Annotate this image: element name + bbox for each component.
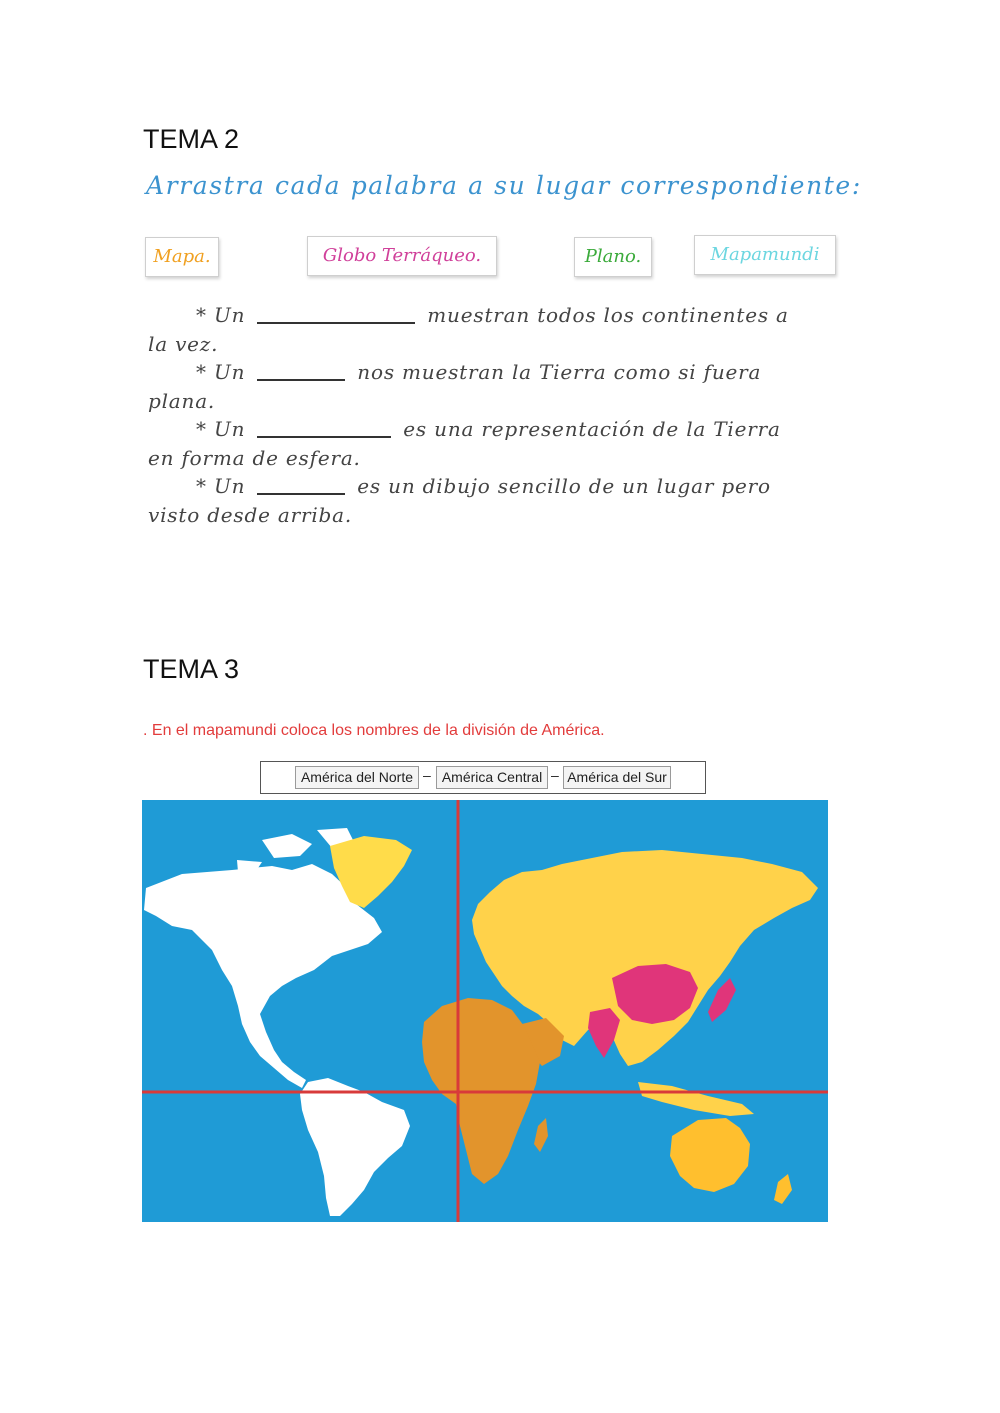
tema2-heading: TEMA 2 <box>143 124 240 154</box>
blank-4[interactable] <box>257 477 345 495</box>
sentence-2-text: nos muestran la Tierra como si fuera <box>357 360 762 384</box>
sentence-2 <box>148 358 838 416</box>
word-bank <box>260 761 706 794</box>
sentence-4-text: es un dibujo sencillo de un lugar pero <box>357 474 771 498</box>
separator-2: – <box>551 767 559 783</box>
blank-3[interactable] <box>257 420 391 438</box>
sentence-2-prefix: * Un <box>196 360 246 384</box>
word-chip-america-central[interactable]: América Central <box>436 766 548 789</box>
word-chip-mapamundi[interactable]: Mapamundi <box>694 235 836 275</box>
sentence-3-prefix: * Un <box>196 417 246 441</box>
sentence-1-text: muestran todos los continentes a <box>427 303 789 327</box>
sentence-1 <box>148 301 838 359</box>
blank-2[interactable] <box>257 363 345 381</box>
blank-1[interactable] <box>257 306 415 324</box>
word-chip-america-del-sur[interactable]: América del Sur <box>563 766 671 789</box>
word-chip-mapa[interactable]: Mapa. <box>145 237 219 277</box>
sentence-2-continuation: plana. <box>148 389 216 413</box>
sentence-4 <box>148 472 838 530</box>
sentence-1-continuation: la vez. <box>148 332 219 356</box>
word-chip-america-del-norte[interactable]: América del Norte <box>295 766 419 789</box>
word-chip-plano[interactable]: Plano. <box>574 237 652 277</box>
sentence-4-continuation: visto desde arriba. <box>148 503 353 527</box>
separator-1: – <box>423 767 431 783</box>
sentence-3 <box>148 415 838 473</box>
sentence-1-prefix: * Un <box>196 303 246 327</box>
world-map <box>142 800 828 1222</box>
sentence-3-text: es una representación de la Tierra <box>403 417 781 441</box>
sentence-4-prefix: * Un <box>196 474 246 498</box>
tema3-instruction: . En el mapamundi coloca los nombres de la división de América. <box>143 722 605 739</box>
sentence-3-continuation: en forma de esfera. <box>148 446 361 470</box>
word-chip-globo-terraqueo[interactable]: Globo Terráqueo. <box>307 236 497 276</box>
tema3-heading: TEMA 3 <box>143 654 240 684</box>
tema2-instruction: Arrastra cada palabra a su lugar correspondiente: <box>146 171 862 200</box>
